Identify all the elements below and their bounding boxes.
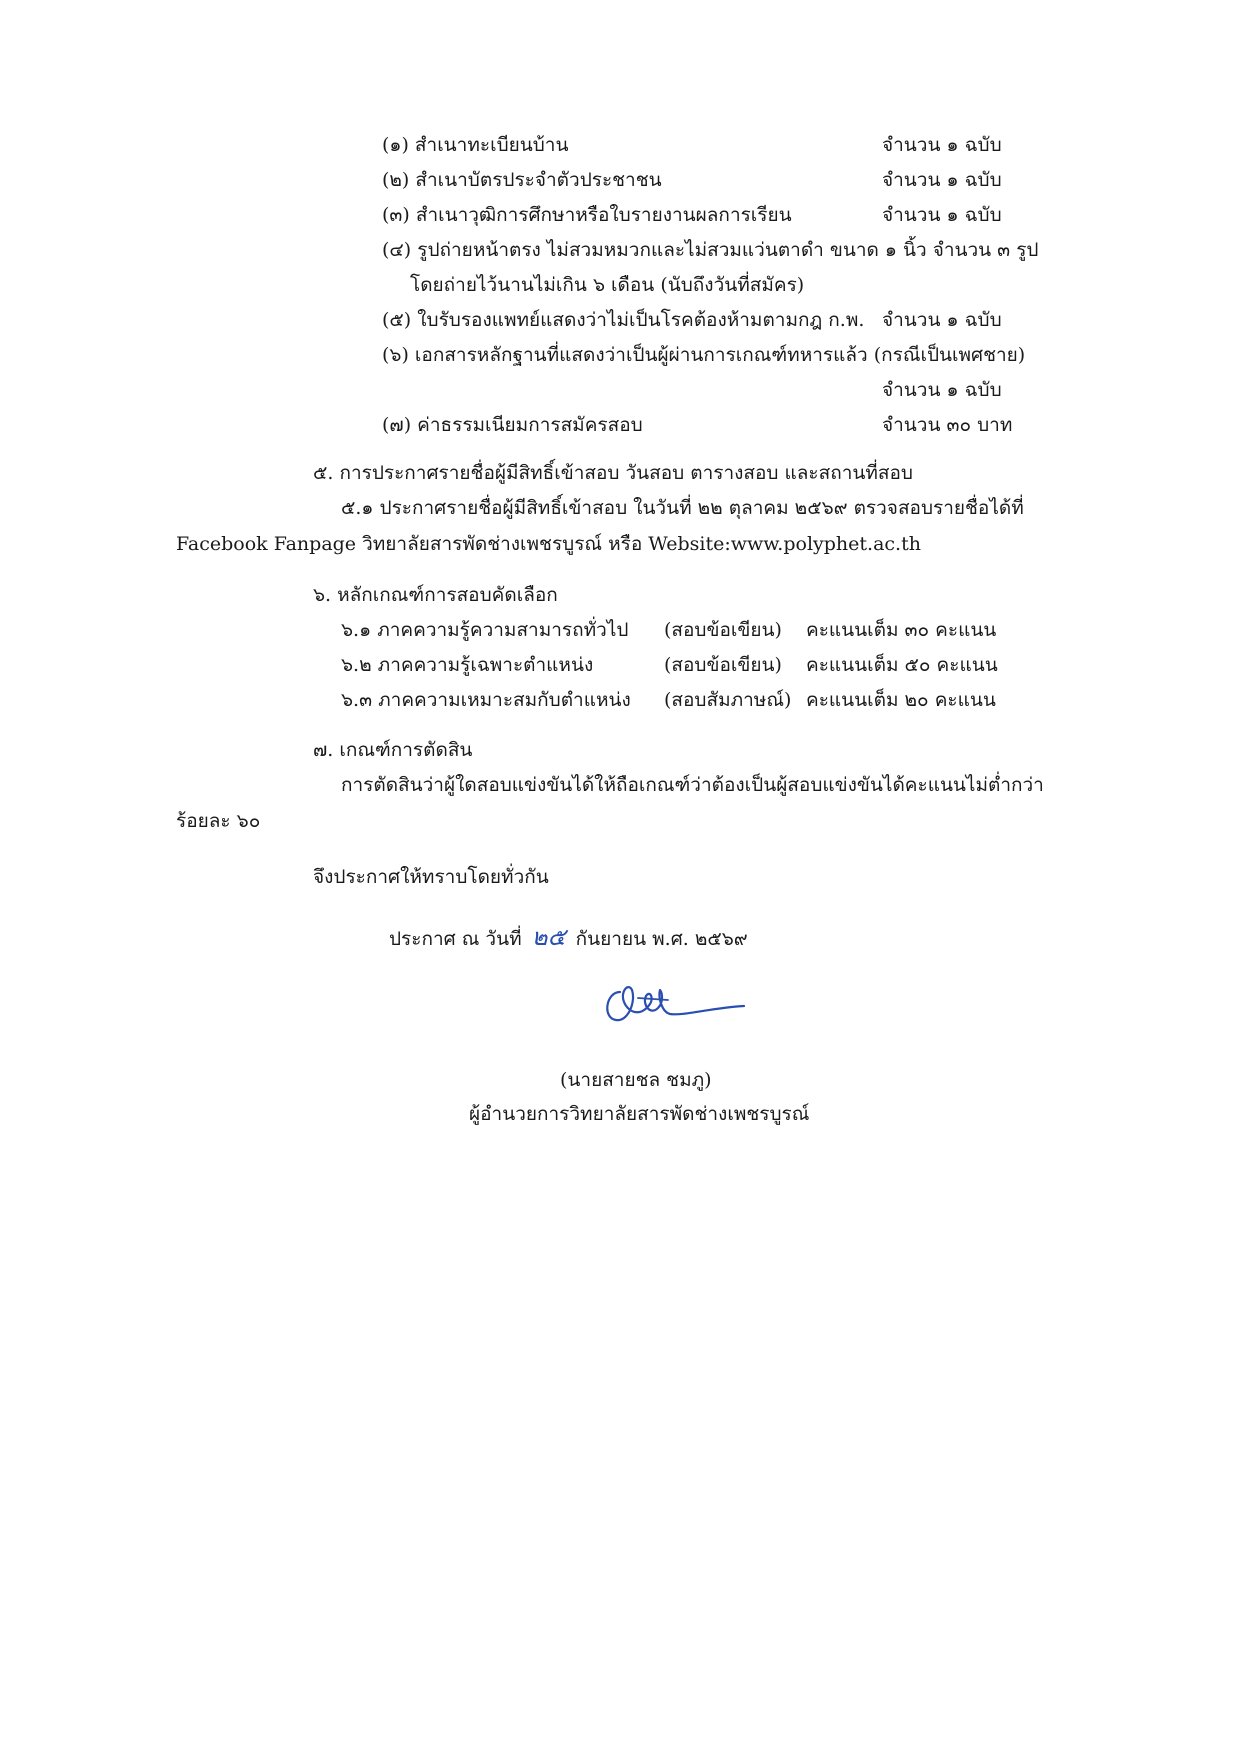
criteria-row-2-method: (สอบข้อเขียน) [664, 654, 782, 676]
doc-item-6-qty: จำนวน ๑ ฉบับ [882, 379, 1002, 401]
criteria-row-1-score: คะแนนเต็ม ๓๐ คะแนน [806, 619, 997, 641]
doc-item-2-qty: จำนวน ๑ ฉบับ [882, 169, 1002, 191]
section5-item1-line2: Facebook Fanpage วิทยาลัยสารพัดช่างเพชรบูรณ์ หรือ Website:www.polyphet.ac.th [176, 533, 921, 555]
doc-item-1-label: (๑) สำเนาทะเบียนบ้าน [382, 134, 569, 156]
signature-image [598, 978, 748, 1032]
section6-heading: ๖. หลักเกณฑ์การสอบคัดเลือก [313, 584, 558, 606]
doc-item-1-qty: จำนวน ๑ ฉบับ [882, 134, 1002, 156]
criteria-row-1-label: ๖.๑ ภาคความรู้ความสามารถทั่วไป [341, 619, 629, 641]
doc-item-4-label: (๔) รูปถ่ายหน้าตรง ไม่สวมหมวกและไม่สวมแว่นตาดำ ขนาด ๑ นิ้ว จำนวน ๓ รูป [382, 239, 1039, 261]
announcement-date [389, 924, 748, 952]
criteria-row-2-score: คะแนนเต็ม ๕๐ คะแนน [806, 654, 998, 676]
section5-item1-line1: ๕.๑ ประกาศรายชื่อผู้มีสิทธิ์เข้าสอบ ในวันที่ ๒๒ ตุลาคม ๒๕๖๙ ตรวจสอบรายชื่อได้ที่ [341, 497, 1024, 519]
date-suffix: กันยายน พ.ศ. ๒๕๖๙ [575, 928, 748, 950]
doc-item-5-label: (๕) ใบรับรองแพทย์แสดงว่าไม่เป็นโรคต้องห้ามตามกฎ ก.พ. [382, 309, 865, 331]
section5-heading: ๕. การประกาศรายชื่อผู้มีสิทธิ์เข้าสอบ วันสอบ ตารางสอบ และสถานที่สอบ [313, 462, 913, 484]
doc-item-2-label: (๒) สำเนาบัตรประจำตัวประชาชน [382, 169, 662, 191]
doc-item-3-qty: จำนวน ๑ ฉบับ [882, 204, 1002, 226]
date-day-handwritten: ๒๕ [531, 923, 566, 951]
signatory-title: ผู้อำนวยการวิทยาลัยสารพัดช่างเพชรบูรณ์ [469, 1103, 810, 1125]
criteria-row-3-score: คะแนนเต็ม ๒๐ คะแนน [806, 689, 996, 711]
doc-item-5-qty: จำนวน ๑ ฉบับ [882, 309, 1002, 331]
section7-heading: ๗. เกณฑ์การตัดสิน [313, 739, 473, 761]
signatory-name: (นายสายชล ชมภู) [560, 1069, 712, 1091]
announcement-text: จึงประกาศให้ทราบโดยทั่วกัน [313, 866, 549, 888]
criteria-row-2-label: ๖.๒ ภาคความรู้เฉพาะตำแหน่ง [341, 654, 594, 676]
section7-line2: ร้อยละ ๖๐ [176, 810, 261, 832]
criteria-row-1-method: (สอบข้อเขียน) [664, 619, 782, 641]
doc-item-7-label: (๗) ค่าธรรมเนียมการสมัครสอบ [382, 414, 643, 436]
doc-item-3-label: (๓) สำเนาวุฒิการศึกษาหรือใบรายงานผลการเรียน [382, 204, 792, 226]
date-prefix: ประกาศ ณ วันที่ [389, 928, 522, 950]
criteria-row-3-label: ๖.๓ ภาคความเหมาะสมกับตำแหน่ง [341, 689, 631, 711]
doc-item-7-qty: จำนวน ๓๐ บาท [882, 414, 1013, 436]
criteria-row-3-method: (สอบสัมภาษณ์) [664, 689, 792, 711]
section7-line1: การตัดสินว่าผู้ใดสอบแข่งขันได้ให้ถือเกณฑ์ว่าต้องเป็นผู้สอบแข่งขันได้คะแนนไม่ต่ำกว่า [341, 774, 1044, 796]
doc-item-4-label-line2: โดยถ่ายไว้นานไม่เกิน ๖ เดือน (นับถึงวันที่สมัคร) [410, 274, 805, 296]
doc-item-6-label: (๖) เอกสารหลักฐานที่แสดงว่าเป็นผู้ผ่านการเกณฑ์ทหารแล้ว (กรณีเป็นเพศชาย) [382, 344, 1026, 366]
